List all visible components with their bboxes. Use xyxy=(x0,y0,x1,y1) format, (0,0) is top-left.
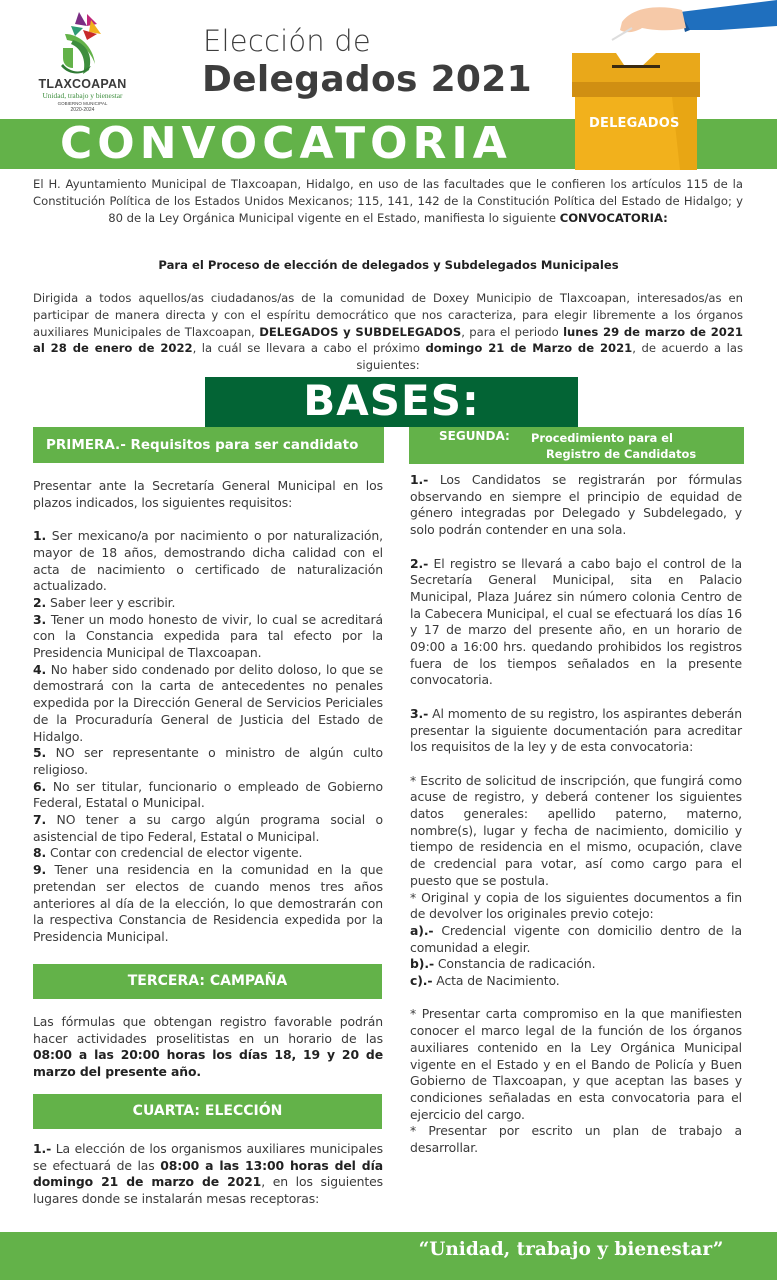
segunda-item-1 xyxy=(410,472,742,539)
item-number: 2.- xyxy=(410,555,429,571)
cuarta-text: La elección de los organismos auxiliares municipales se efectuará de las xyxy=(33,1141,383,1173)
convocatoria-title: CONVOCATORIA xyxy=(60,118,512,169)
cuarta-item-number: 1.- xyxy=(33,1141,52,1156)
intro-text: Dirigida a todos aquellos/as ciudadanos/as de la comunidad de Doxey Municipio de Tlaxcoapan, interesados/as en participar de manera directa y con el espíritu democrático que nos caracteriza, para elegir libremente a los órganos auxiliares Municipales de Tlaxcoapan, xyxy=(33,291,743,339)
item-number: 4. xyxy=(33,661,47,677)
requirement-item xyxy=(33,595,383,612)
item-text: Credencial vigente con domicilio dentro de la comunidad a elegir. xyxy=(410,922,742,955)
cuarta-body xyxy=(33,1141,383,1208)
segunda-body xyxy=(410,472,742,1157)
intro-highlight: lunes 29 de marzo de 2021 al 28 de enero de 2022 xyxy=(33,324,743,356)
item-text: Tener una residencia en la comunidad en la que pretendan ser electos de cuando menos tres años anteriores al día de la elección, lo que demostrarán con la respectiva Constancia de Residencia expedida por la Presidencia Municipal. xyxy=(33,862,383,944)
item-number: 7. xyxy=(33,812,47,828)
segunda-bullet-1: * Escrito de solicitud de inscripción, que fungirá como acuse de registro, y deberá contener los siguientes datos generales: apellido paterno, materno, nombre(s), lugar y fecha de nacimiento, domicilio y tiempo de residencia en el mismo, ocupación, clave de credencial para votar, así como cargo para el puesto que se postula. xyxy=(410,772,742,888)
item-text: Al momento de su registro, los aspirantes deberán presentar la siguiente documentación para acreditar los requisitos de la ley y de esta convocatoria: xyxy=(410,705,742,755)
intro-highlight: domingo 21 de Marzo de 2021 xyxy=(425,341,633,356)
item-number: 9. xyxy=(33,862,47,878)
item-text: No haber sido condenado por delito doloso, lo que se demostrará con la carta de antecedentes no penales expedida por la Dirección General de Servicios Periciales de la Procuraduría General de Justicia del Estado de Hidalgo. xyxy=(33,661,383,744)
item-text: Contar con credencial de elector vigente. xyxy=(46,845,303,861)
item-text: Tener un modo honesto de vivir, lo cual se acreditará con la Constancia expedida para tal efecto por la Presidencia Municipal de Tlaxcoapan. xyxy=(33,611,383,661)
document-item xyxy=(410,923,742,956)
intro-paragraph-1 xyxy=(33,176,743,226)
cuarta-heading: CUARTA: ELECCIÓN xyxy=(33,1094,382,1129)
segunda-bullet-3: * Presentar carta compromiso en la que manifiesten conocer el marco legal de la función de los órganos auxiliares contenido en la Ley Orgánica Municipal vigente en el Estado y en el Bando de Policía y Buen Gobierno de Tlaxcoapan, y que aceptan las bases y condiciones señaladas en esta convocatoria para el ejercicio del cargo. xyxy=(410,1006,742,1122)
logo-government: GOBIERNO MUNICIPAL xyxy=(57,101,108,106)
intro-text: , de acuerdo a las siguientes: xyxy=(356,341,743,373)
segunda-heading-line-2: Registro de Candidatos xyxy=(546,447,697,461)
requirement-item xyxy=(33,812,383,845)
document-item xyxy=(410,973,742,990)
requirement-item xyxy=(33,612,383,662)
intro-highlight: DELEGADOS y SUBDELEGADOS xyxy=(259,324,462,339)
primera-body xyxy=(33,478,383,946)
tercera-body xyxy=(33,1014,383,1081)
title-line-2: Delegados 2021 xyxy=(202,59,532,100)
item-letter: a).- xyxy=(410,922,434,938)
tlaxcoapan-logo xyxy=(30,8,135,120)
item-number: 6. xyxy=(33,778,47,794)
intro-paragraph-2 xyxy=(33,290,743,374)
item-number: 5. xyxy=(33,745,47,761)
intro-text: El H. Ayuntamiento Municipal de Tlaxcoapan, Hidalgo, en uso de las facultades que le confieren los artículos 115 de la Constitución Política de los Estados Unidos Mexicanos; 115, 141, 142 de la Constitución Política del Estado de Hidalgo; y 80 de la Ley Orgánica Municipal vigente en el Estado, manifiesta lo siguiente xyxy=(33,177,743,225)
item-number: 1. xyxy=(33,528,47,544)
requirement-item xyxy=(33,845,383,862)
item-text: Acta de Nacimiento. xyxy=(432,973,560,989)
segunda-heading xyxy=(409,427,744,464)
segunda-bullet-2: * Original y copia de los siguientes documentos a fin de devolver los originales previo cotejo: xyxy=(410,889,742,922)
primera-requirements-list xyxy=(33,528,383,946)
tercera-schedule: 08:00 a las 20:00 horas los días 18, 19 y 20 de marzo del presente año. xyxy=(33,1047,383,1080)
primera-heading: PRIMERA.- Requisitos para ser candidato xyxy=(33,427,384,463)
logo-slogan: Unidad, trabajo y bienestar xyxy=(42,91,123,100)
item-text: No ser titular, funcionario o empleado de Gobierno Federal, Estatal o Municipal. xyxy=(33,778,383,811)
item-letter: c).- xyxy=(410,973,433,989)
tlaxcoapan-emblem-icon xyxy=(53,8,113,78)
segunda-item-3 xyxy=(410,706,742,756)
ballot-box-icon xyxy=(560,0,777,170)
item-number: 1.- xyxy=(410,472,429,487)
item-text: NO ser representante o ministro de algún culto religioso. xyxy=(33,745,383,777)
document-item xyxy=(410,956,742,973)
segunda-documents-list xyxy=(410,923,742,990)
item-text: Los Candidatos se registrarán por fórmulas observando en siempre el principio de equidad de género integradas por Delegado y Subdelegado, y solo podrán contender en una sola. xyxy=(410,472,742,538)
item-text: Ser mexicano/a por nacimiento o por naturalización, mayor de 18 años, demostrando dicha calidad con el acta de nacimiento o certificado de naturalización actualizado. xyxy=(33,528,383,594)
item-text: El registro se llevará a cabo bajo el control de la Secretaría General Municipal, sita en Palacio Municipal, Plaza Juárez sin número colonia Centro de la Cabecera Municipal, el cual se efectuará los días 16 y 17 de marzo del presente año, en un horario de 09:00 a 16:00 hrs. quedando prohibidos los registros fuera de los tiempos señalados en la presente convocatoria. xyxy=(410,555,742,688)
requirement-item xyxy=(33,862,383,946)
intro-subtitle: Para el Proceso de elección de delegados y Subdelegados Municipales xyxy=(158,258,619,272)
logo-name: TLAXCOAPAN xyxy=(38,77,127,91)
cuarta-text-end: , en los siguientes lugares donde se instalarán mesas receptoras: xyxy=(33,1174,383,1207)
requirement-item xyxy=(33,779,383,812)
segunda-bullet-4: * Presentar por escrito un plan de trabajo a desarrollar. xyxy=(410,1123,742,1156)
segunda-heading-line-1: Procedimiento para el xyxy=(531,431,673,445)
item-text: Constancia de radicación. xyxy=(433,956,596,972)
item-letter: b).- xyxy=(410,956,434,972)
intro-convocatoria: CONVOCATORIA: xyxy=(559,210,668,225)
ballot-box-label: DELEGADOS xyxy=(589,116,680,131)
item-text: NO tener a su cargo algún programa social o asistencial de tipo Federal, Estatal o Municipal. xyxy=(33,812,383,844)
item-number: 2. xyxy=(33,594,47,610)
tercera-heading: TERCERA: CAMPAÑA xyxy=(33,964,382,999)
primera-intro: Presentar ante la Secretaría General Municipal en los plazos indicados, los siguientes requisitos: xyxy=(33,478,383,510)
requirement-item xyxy=(33,745,383,778)
bases-title: BASES: xyxy=(303,376,480,425)
intro-text: , la cuál se llevara a cabo el próximo xyxy=(192,341,426,356)
logo-years: 2020-2024 xyxy=(70,107,95,113)
item-text: Saber leer y escribir. xyxy=(46,594,176,610)
footer-motto: “Unidad, trabajo y bienestar” xyxy=(418,1239,724,1260)
item-number: 3. xyxy=(33,611,47,627)
tercera-text: Las fórmulas que obtengan registro favorable podrán hacer actividades proselitistas en un horario de las xyxy=(33,1014,383,1046)
segunda-item-2 xyxy=(410,556,742,690)
item-number: 8. xyxy=(33,845,47,861)
item-number: 3.- xyxy=(410,705,429,721)
requirement-item xyxy=(33,662,383,746)
requirement-item xyxy=(33,528,383,595)
cuarta-schedule: 08:00 a las 13:00 horas del día domingo 21 de marzo de 2021 xyxy=(33,1157,383,1190)
intro-text: , para el periodo xyxy=(461,324,564,339)
title-line-1: Elección de xyxy=(203,24,371,58)
segunda-label: SEGUNDA: xyxy=(439,429,510,443)
